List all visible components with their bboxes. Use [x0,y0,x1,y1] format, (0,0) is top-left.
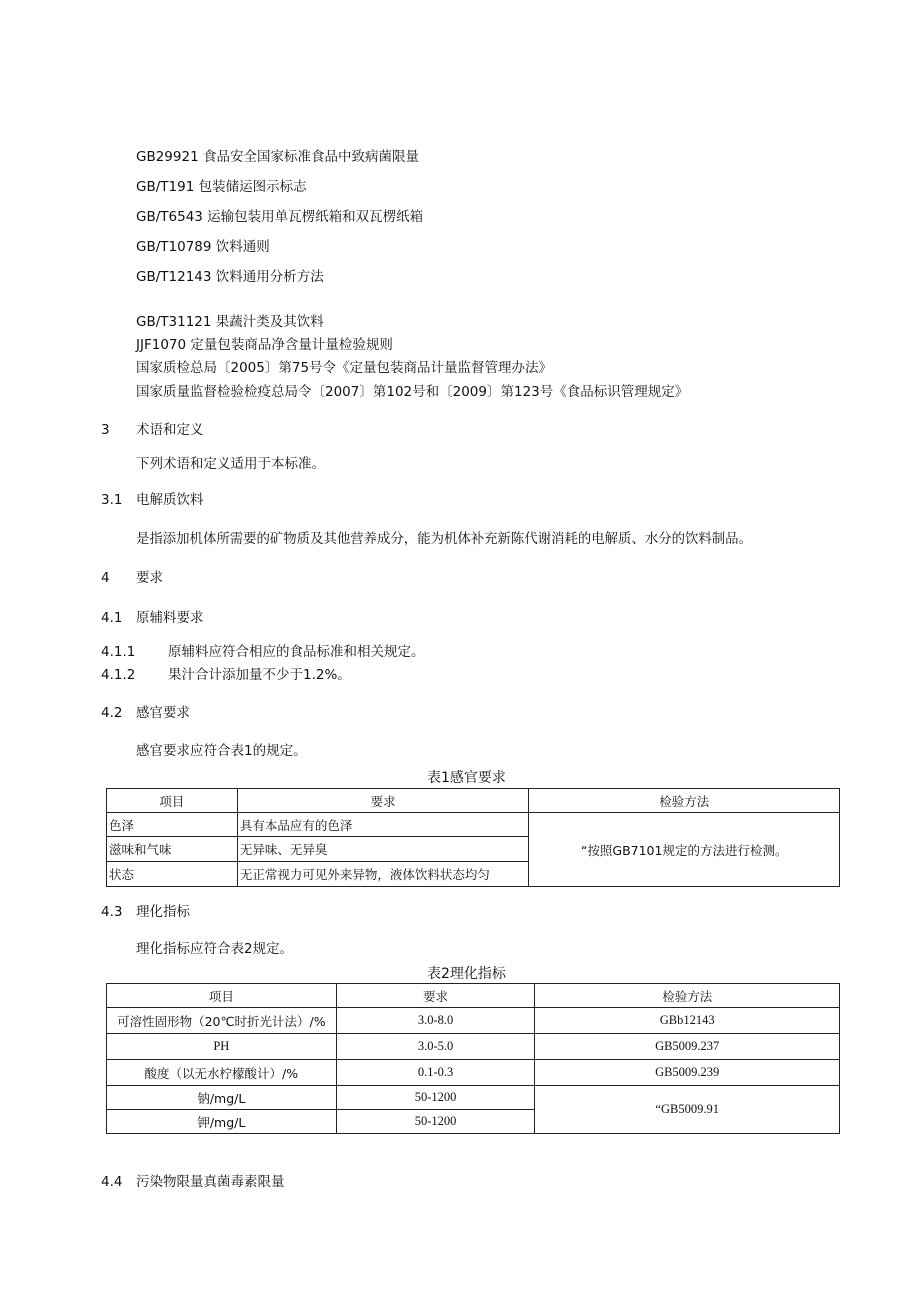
table-header-cell: 要求 [336,984,535,1008]
section-number: 4.4 [101,1174,123,1190]
section-number: 4.2 [101,705,123,721]
table-row [107,1086,840,1110]
method-cell: “按照GB7101规定的方法进行检测。 [529,813,840,887]
paragraph: 理化指标应符合表2规定。 [136,941,294,957]
section-number: 4.3 [101,904,123,920]
physicochemical-table [106,983,840,1134]
reference-line: GB/T191 包装储运图示标志 [136,179,307,195]
paragraph: 是指添加机体所需要的矿物质及其他营养成分，能为机体补充新陈代谢消耗的电解质、水分的饮料制品。 [136,532,752,547]
reference-line: JJF1070 定量包装商品净含量计量检验规则 [136,337,393,353]
table-cell: PH [107,1034,337,1060]
reference-line: GB29921 食品安全国家标准食品中致病菌限量 [136,149,419,165]
table-cell: 0.1-0.3 [336,1060,535,1086]
clause-text: 果汁合计添加量不少于1.2%。 [168,667,351,683]
section-heading: 感官要求 [136,705,190,721]
table-row [107,813,840,837]
table-cell: GBb12143 [535,1008,840,1034]
table-cell: 3.0-5.0 [336,1034,535,1060]
table-cell: 无异味、无异臭 [237,837,529,862]
table-cell: 3.0-8.0 [336,1008,535,1034]
reference-line: 国家质检总局〔2005〕第75号令《定量包装商品计量监督管理办法》 [136,360,553,376]
table-cell: 具有本品应有的色泽 [237,813,529,837]
table-cell: GB5009.237 [535,1034,840,1060]
table-cell: 酸度（以无水柠檬酸计）/% [107,1060,337,1086]
reference-line: GB/T12143 饮料通用分析方法 [136,269,324,285]
table-cell: 50-1200 [336,1110,535,1134]
section-heading: 理化指标 [136,904,190,920]
section-number: 4.1.1 [101,644,136,660]
table-header-cell: 要求 [237,789,529,813]
reference-line: GB/T10789 饮料通则 [136,239,270,255]
paragraph: 下列术语和定义适用于本标准。 [136,456,325,472]
section-heading: 术语和定义 [136,422,204,438]
table-header-cell: 检验方法 [535,984,840,1008]
table-cell: 可溶性固形物（20℃时折光计法）/% [107,1008,337,1034]
section-number: 4.1.2 [101,667,136,683]
section-heading: 污染物限量真菌毒素限量 [136,1174,285,1190]
paragraph: 感官要求应符合表1的规定。 [136,743,307,759]
section-number: 3.1 [101,492,123,508]
reference-line: GB/T6543 运输包装用单瓦楞纸箱和双瓦楞纸箱 [136,209,424,225]
table-cell: 滋味和气味 [107,837,238,862]
table-row [107,1008,840,1034]
method-cell: “GB5009.91 [535,1086,840,1134]
table-caption: 表1感官要求 [427,770,506,786]
table-cell: 50-1200 [336,1086,535,1110]
table-cell: 色泽 [107,813,238,837]
clause-text: 原辅料应符合相应的食品标准和相关规定。 [168,644,425,660]
section-number: 3 [101,422,110,438]
reference-line: GB/T31121 果蔬汁类及其饮料 [136,314,324,330]
table-cell: 钾/mg/L [107,1110,337,1134]
table-header-row [107,789,840,813]
table-header-row [107,984,840,1008]
section-number: 4 [101,570,110,586]
table-cell: 无正常视力可见外来异物，液体饮料状态均匀 [237,862,529,887]
section-heading: 要求 [136,570,163,586]
table-row [107,1060,840,1086]
reference-line: 国家质量监督检验检疫总局令〔2007〕第102号和〔2009〕第123号《食品标识管理规定》 [136,384,689,400]
table-cell: 状态 [107,862,238,887]
section-number: 4.1 [101,610,123,626]
section-heading: 原辅料要求 [136,610,204,626]
table-cell: 钠/mg/L [107,1086,337,1110]
table-row [107,1034,840,1060]
section-heading: 电解质饮料 [136,492,204,508]
table-header-cell: 检验方法 [529,789,840,813]
table-caption: 表2理化指标 [427,966,506,982]
table-header-cell: 项目 [107,789,238,813]
table-header-cell: 项目 [107,984,337,1008]
sensory-table [106,788,840,887]
table-cell: GB5009.239 [535,1060,840,1086]
